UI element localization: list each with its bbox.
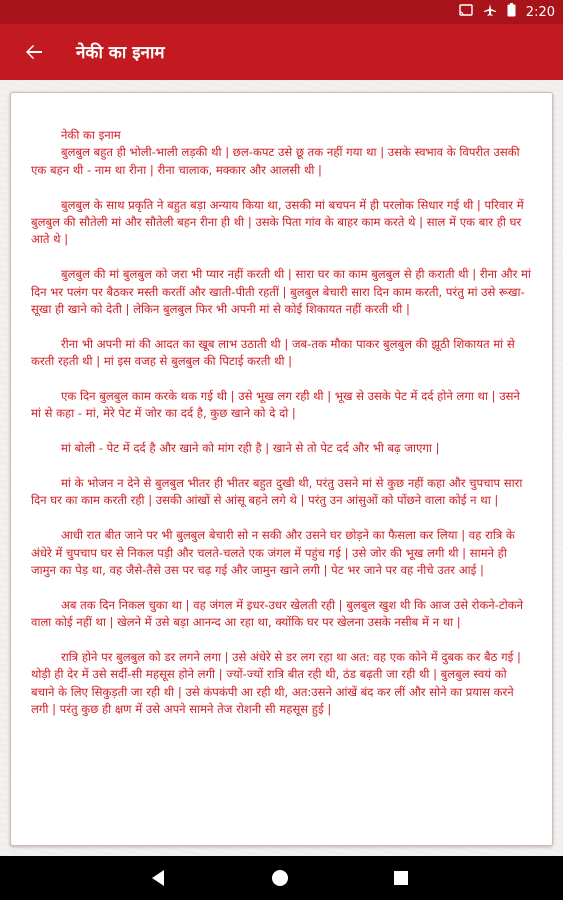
story-title: नेकी का इनाम	[61, 128, 121, 142]
story-paragraph: एक दिन बुलबुल काम करके थक गई थी | उसे भूख लग रही थी | भूख से उसके पेट में दर्द होने लगा था | उसने मां से कहा - मां, मेरे पेट में जोर का दर्द है, कुछ खाने को दे दो |	[31, 389, 520, 421]
cast-icon	[459, 4, 473, 20]
story-card[interactable]	[10, 92, 553, 846]
story-paragraph: मां बोली - पेट में दर्द है और खाने को मांग रही है | खाने से तो पेट दर्द और भी बढ़ जाएगा |	[61, 441, 440, 456]
story-paragraph: मां के भोजन न देने से बुलबुल भीतर ही भीतर बहुत दुखी थी, परंतु उसने मां से कुछ नहीं कहा और चुपचाप सारा दिन घर का काम करती रही | उसकी आंखों से आंसू बहने लगे थे | परंतु उन आंसुओं को पोंछने वाला कोई न था |	[31, 476, 523, 508]
story-paragraph: बुलबुल बहुत ही भोली-भाली लड़की थी | छल-कपट उसे छू तक नहीं गया था | उसके स्वभाव के विपरीत उसकी एक बहन थी - नाम था रीना | रीना चालाक, मक्कार और आलसी थी |	[31, 145, 520, 177]
arrow-back-icon	[25, 43, 43, 61]
status-bar	[0, 0, 563, 24]
status-time: 2:20	[525, 4, 555, 20]
story-paragraph: आधी रात बीत जाने पर भी बुलबुल बेचारी सो न सकी और उसने घर छोड़ने का फैसला कर लिया | वह रात्रि के अंधेरे में चुपचाप घर से निकल पड़ी और चलते-चलते एक जंगल में पहुंच गई | उसे जोर की भूख लगी थी | सामने ही जामुन का पेड़ था, वह जैसे-तैसे उस पर चढ़ गई और जामुन खाने लगी | पेट भर जाने पर वह नीचे उतर आई |	[31, 528, 515, 578]
app-bar	[0, 24, 563, 80]
airplane-mode-icon	[483, 3, 497, 21]
battery-icon	[507, 3, 516, 21]
home-nav-icon[interactable]	[272, 870, 288, 886]
story-paragraph: बुलबुल की मां बुलबुल को जरा भी प्यार नहीं करती थी | सारा घर का काम बुलबुल से ही कराती थी | रीना और मां दिन भर पलंग पर बैठकर मस्ती करतीं और खाती-पीती रहतीं | बुलबुल बेचारी सारा दिन काम करती, परंतु मां उसे रूखा-सूखा ही खाने को देती | लेकिन बुलबुल फिर भी अपनी मां से कोई शिकायत नहीं करती थी |	[31, 267, 531, 317]
status-icons	[459, 3, 555, 21]
navigation-bar	[0, 856, 563, 900]
story-paragraph: अब तक दिन निकल चुका था | वह जंगल में इधर-उधर खेलती रही | बुलबुल खुश थी कि आज उसे रोकने-टोकने वाला कोई नहीं था | खेलने में उसे बड़ा आनन्द आ रहा था, क्योंकि घर पर खेलना उसके नसीब में न था |	[31, 597, 524, 630]
recents-nav-icon[interactable]	[394, 871, 408, 885]
story-paragraph: बुलबुल के साथ प्रकृति ने बहुत बड़ा अन्याय किया था, उसकी मां बचपन में ही परलोक सिधार गई थी | परिवार में बुलबुल की सौतेली मां और सौतेली बहन रीना ही थी | उसके पिता गांव के बाहर काम करते थे | साल में एक बार ही घर आते थे |	[31, 197, 524, 247]
story-paragraph: रात्रि होने पर बुलबुल को डर लगने लगा | उसे अंधेरे से डर लग रहा था अत: वह एक कोने में दुबक कर बैठ गई | थोड़ी ही देर में उसे सर्दी-सी महसूस होने लगी | ज्यों-ज्यों रात्रि बीत रही थी, ठंड बढ़ती जा रही थी | बुलबुल स्वयं को बचाने के लिए सिकुड़ती जा रही थी | उसे कंपकंपी आ रही थी, अत:उसने आंखें बंद कर लीं और सोने का प्रयास करने लगी | परंतु कुछ ही क्षण में उसे अपने सामने तेज रोशनी सी महसूस हुई |	[31, 650, 521, 717]
back-button[interactable]	[20, 38, 48, 66]
story-content	[31, 127, 531, 736]
back-nav-icon[interactable]	[152, 870, 164, 886]
story-paragraph: रीना भी अपनी मां की आदत का खूब लाभ उठाती थी | जब-तक मौका पाकर बुलबुल की झूठी शिकायत मां से करती रहती थी | मां इस वजह से बुलबुल की पिटाई करती थी |	[31, 336, 515, 369]
page-title: नेकी का इनाम	[76, 43, 165, 63]
